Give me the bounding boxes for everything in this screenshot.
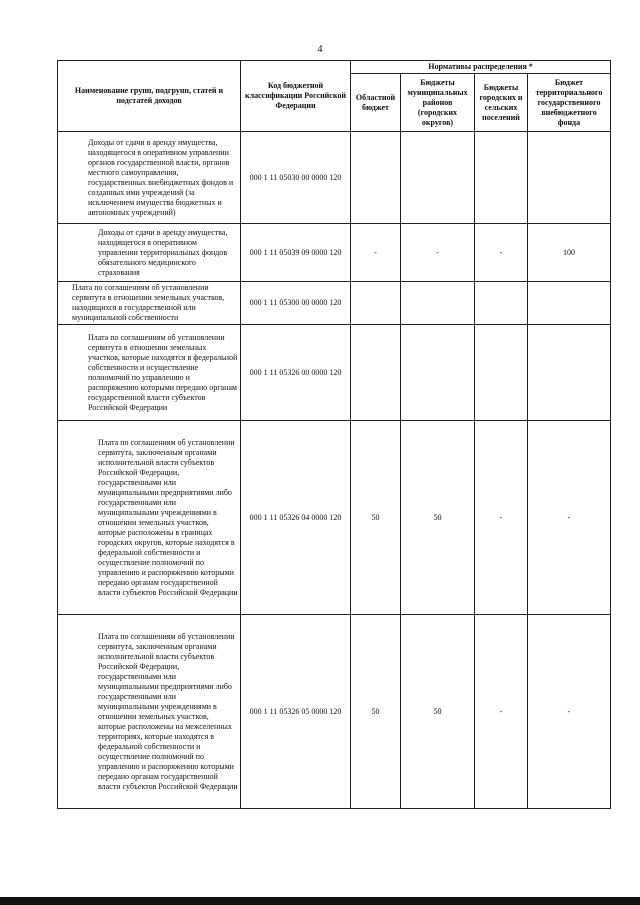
row-settlements-value: - xyxy=(475,224,528,282)
row-name: Плата по соглашениям об установлении сервитута, заключенным органами исполнительной власти субъектов Российской Федерации, государственными или муниципальными предприятиями либо государственными или муниципальными учреждениями в отношении земельных участков, которые расположены на межселенных территориях, которые находятся в федеральной собственности и осуществление полномочий по управлению и распоряжению которыми передано органам государственной власти субъектов Российской Федерации xyxy=(58,615,241,809)
row-regional-value: 50 xyxy=(351,615,401,809)
scan-edge-bar xyxy=(0,897,640,905)
header-regional-budget: Областной бюджет xyxy=(351,74,401,132)
row-fund-value: 100 xyxy=(528,224,611,282)
row-regional-value: 50 xyxy=(351,421,401,615)
row-regional-value xyxy=(351,282,401,325)
table-row xyxy=(58,224,611,282)
row-settlements-value xyxy=(475,282,528,325)
row-code: 000 1 11 05039 09 0000 120 xyxy=(241,224,351,282)
header-fund-budget: Бюджет территориального государственного внебюджетного фонда xyxy=(528,74,611,132)
row-fund-value xyxy=(528,325,611,421)
table-row xyxy=(58,325,611,421)
row-settlements-value: - xyxy=(475,421,528,615)
row-fund-value: - xyxy=(528,421,611,615)
header-code-column: Код бюджетной классификации Российской Федерации xyxy=(241,61,351,132)
page-number: 4 xyxy=(317,44,323,55)
row-code: 000 1 11 05326 05 0000 120 xyxy=(241,615,351,809)
row-name: Доходы от сдачи в аренду имущества, находящегося в оперативном управлении территориальных фондов обязательного медицинского страхования xyxy=(58,224,241,282)
row-settlements-value xyxy=(475,325,528,421)
row-municipal-value xyxy=(401,282,475,325)
row-code: 000 1 11 05326 00 0000 120 xyxy=(241,325,351,421)
row-name: Плата по соглашениям об установлении сервитута в отношении земельных участков, которые находятся в федеральной собственности и осуществление полномочий по управлению и распоряжению которыми передано органам государственной власти субъектов Российской Федерации xyxy=(58,325,241,421)
row-fund-value xyxy=(528,282,611,325)
row-municipal-value: 50 xyxy=(401,615,475,809)
row-regional-value xyxy=(351,132,401,224)
row-fund-value: - xyxy=(528,615,611,809)
table-row xyxy=(58,421,611,615)
table-row xyxy=(58,282,611,325)
row-fund-value xyxy=(528,132,611,224)
row-municipal-value xyxy=(401,325,475,421)
row-settlements-value xyxy=(475,132,528,224)
row-code: 000 1 11 05326 04 0000 120 xyxy=(241,421,351,615)
row-regional-value: - xyxy=(351,224,401,282)
header-norms-group: Нормативы распределения * xyxy=(351,61,611,74)
row-name: Доходы от сдачи в аренду имущества, находящегося в оперативном управлении органов государственной власти, органов местного самоуправления, государственных внебюджетных фондов и созданных ими учреждений (за исключением имущества бюджетных и автономных учреждений) xyxy=(58,132,241,224)
row-name: Плата по соглашениям об установлении сервитута, заключенным органами исполнительной власти субъектов Российской Федерации, государственными или муниципальными предприятиями либо государственными или муниципальными учреждениями в отношении земельных участков, которые расположены в границах городских округов, которые находятся в федеральной собственности и осуществление полномочий по управлению и распоряжению которыми передано органам государственной власти субъектов Российской Федерации xyxy=(58,421,241,615)
row-municipal-value xyxy=(401,132,475,224)
row-code: 000 1 11 05030 00 0000 120 xyxy=(241,132,351,224)
row-regional-value xyxy=(351,325,401,421)
row-settlements-value: - xyxy=(475,615,528,809)
row-municipal-value: 50 xyxy=(401,421,475,615)
table-row xyxy=(58,615,611,809)
row-name: Плата по соглашениям об установлении сервитута в отношении земельных участков, находящихся в государственной или муниципальной собственности xyxy=(58,282,241,325)
header-name-column: Наименование групп, подгрупп, статей и подстатей доходов xyxy=(58,61,241,132)
header-municipal-budgets: Бюджеты муниципальных районов (городских округов) xyxy=(401,74,475,132)
budget-revenue-table xyxy=(57,60,611,809)
row-municipal-value: - xyxy=(401,224,475,282)
header-settlement-budgets: Бюджеты городских и сельских поселений xyxy=(475,74,528,132)
row-code: 000 1 11 05300 00 0000 120 xyxy=(241,282,351,325)
table-row xyxy=(58,132,611,224)
